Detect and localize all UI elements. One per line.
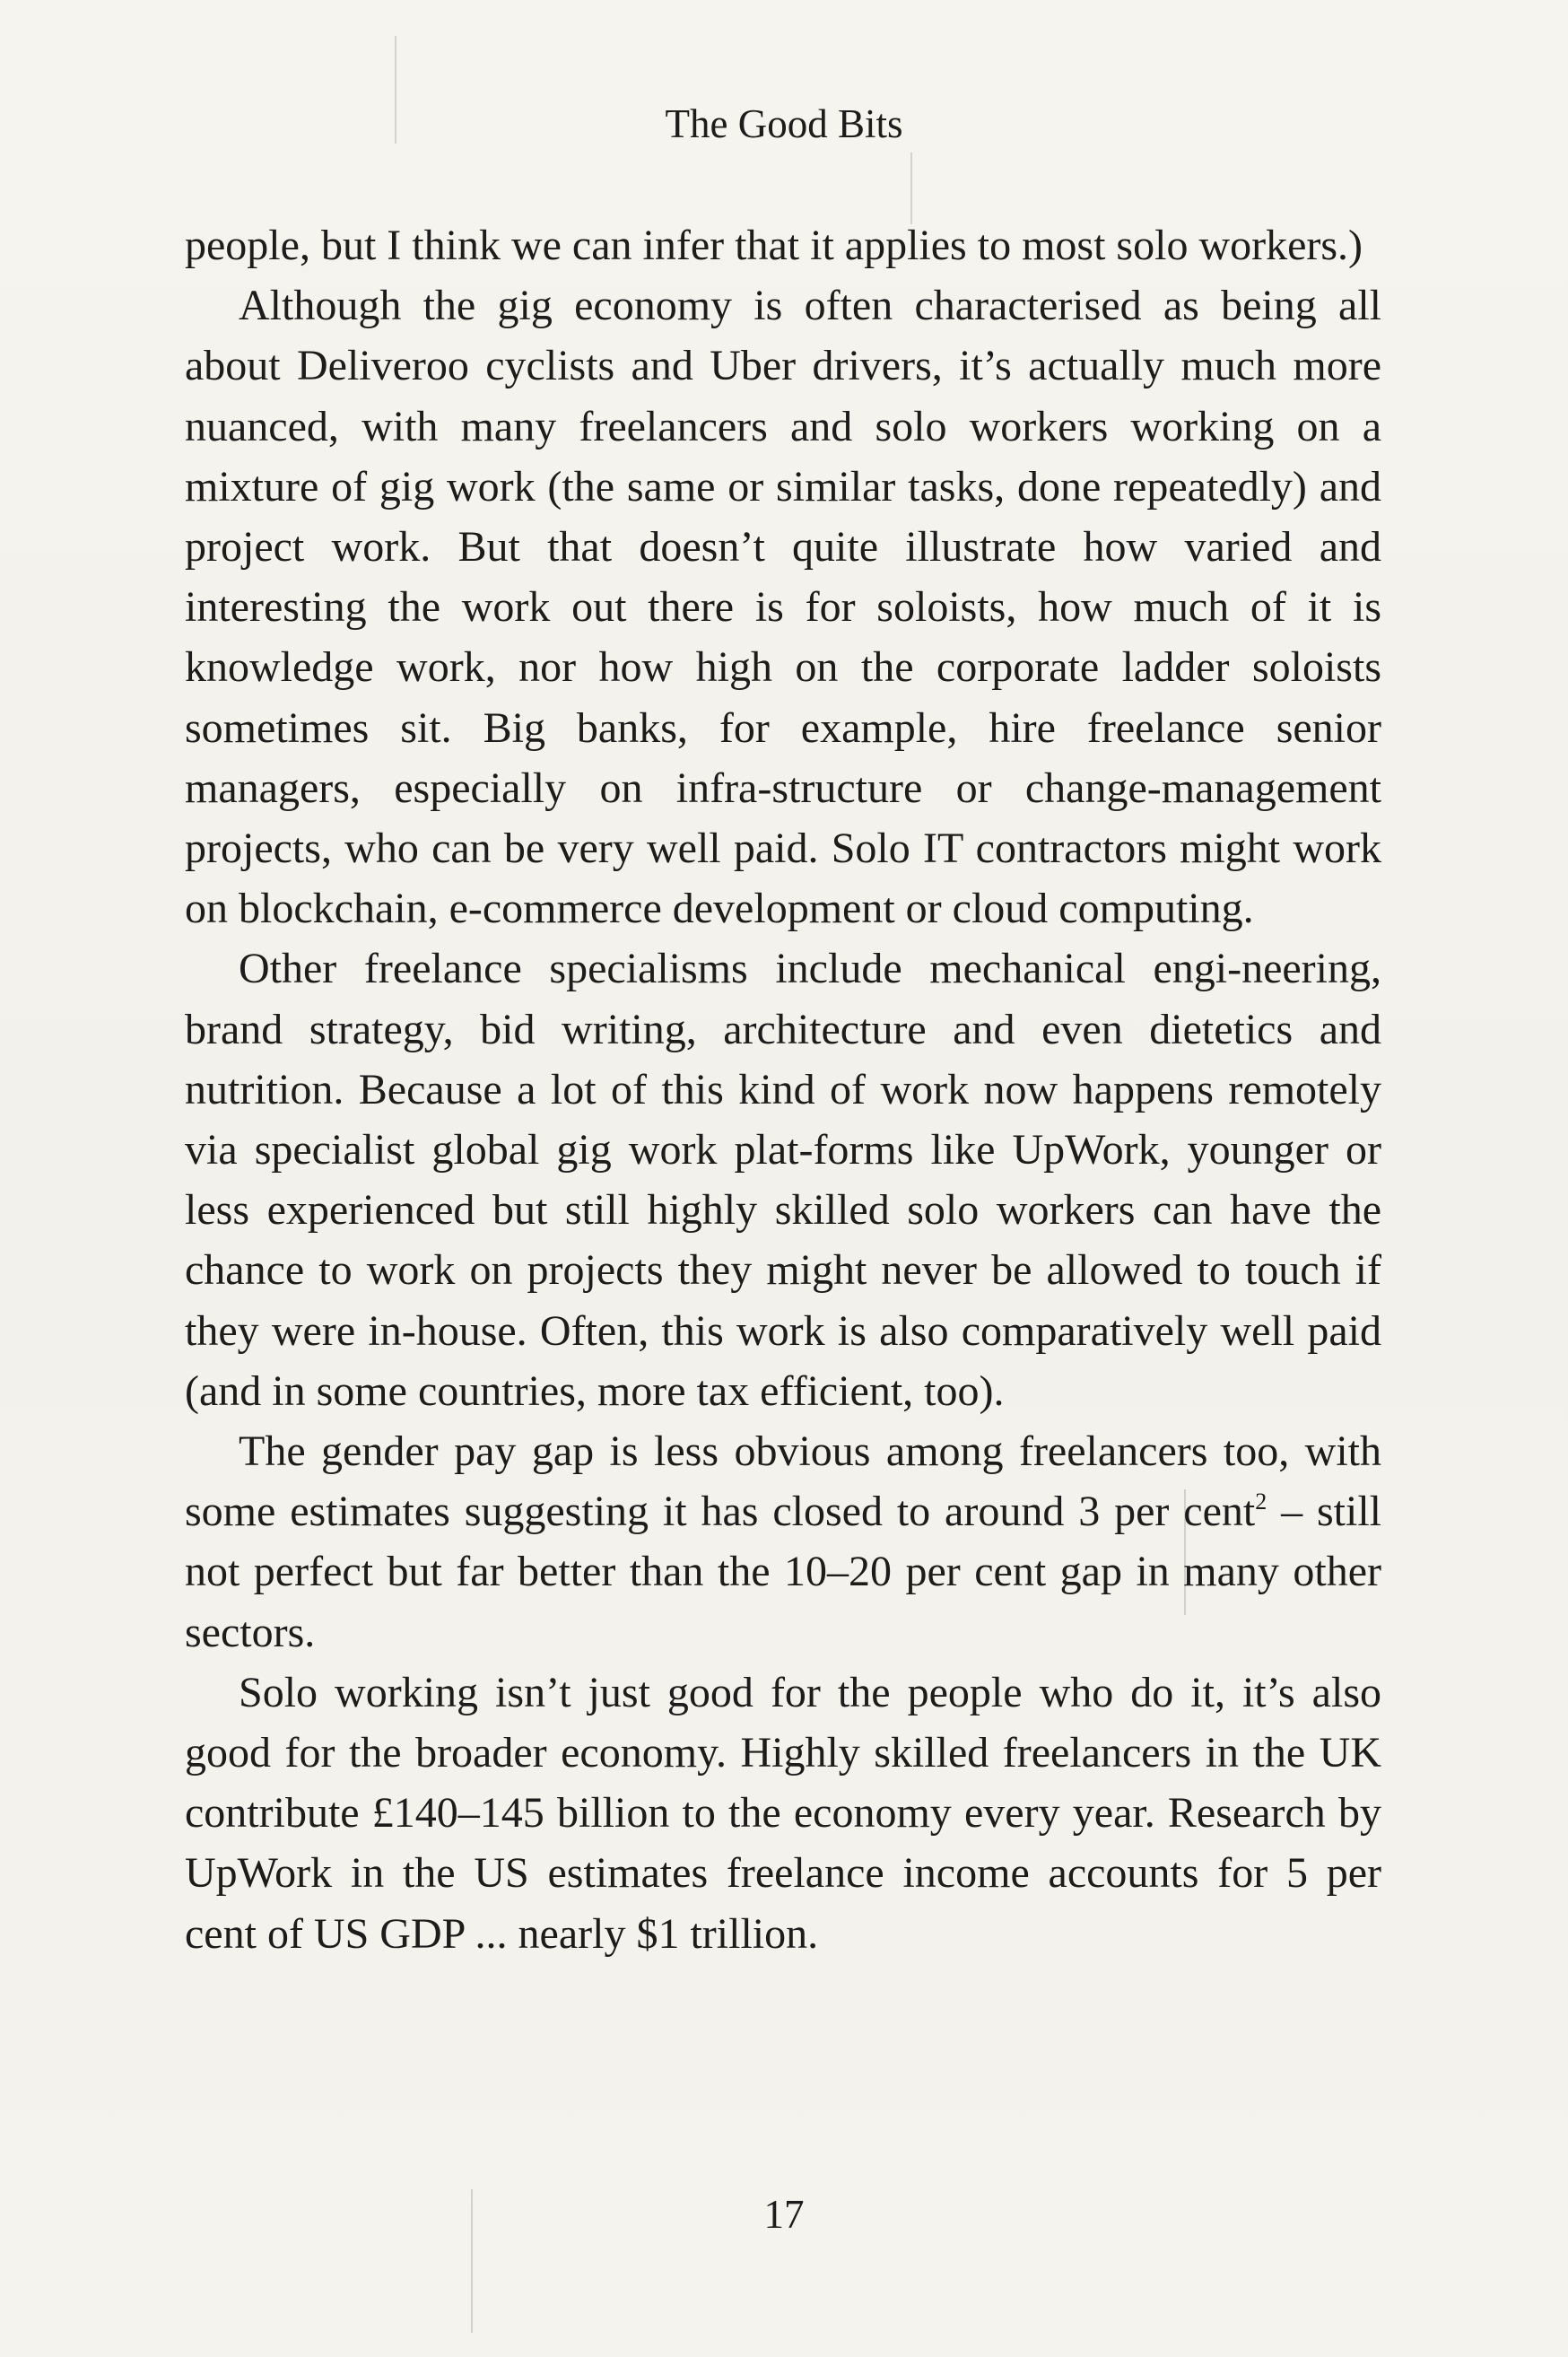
paragraph-text: The gender pay gap is less obvious among freelancers too, with some estimates suggesting it has closed to around 3 per cent xyxy=(185,1427,1381,1536)
paragraph: Other freelance specialisms include mechanical engi-neering, brand strategy, bid writing, architecture and even dietetics and nutrition. Because a lot of this kind of work now happens remotely via specialist global gig work plat-forms like UpWork, younger or less experienced but still highly skilled solo workers can have the chance to work on projects they might never be allowed to touch if they were in-house. Often, this work is also comparatively well paid (and in some countries, more tax efficient, too). xyxy=(185,945,1381,1415)
paragraph: Solo working isn’t just good for the people who do it, it’s also good for the broader economy. Highly skilled freelancers in the UK contribute £140–145 billion to the economy every year. Research by UpWork in the US estimates freelance income accounts for 5 per cent of US GDP ... nearly $1 trillion. xyxy=(185,1668,1381,1958)
paper-show-through-mark xyxy=(910,153,912,224)
body-text xyxy=(185,215,1381,1964)
paragraph-text: – still not perfect but far better than the 10–20 per cent gap in many other sectors. xyxy=(185,1488,1381,1656)
running-head: The Good Bits xyxy=(665,101,903,146)
paragraph xyxy=(185,1421,1381,1663)
page-number: 17 xyxy=(763,2192,805,2237)
footnote-marker: 2 xyxy=(1255,1488,1267,1515)
paragraph: people, but I think we can infer that it applies to most solo workers.) xyxy=(185,222,1363,269)
paragraph: Although the gig economy is often characterised as being all about Deliveroo cyclists and Uber drivers, it’s actually much more nuanced, with many freelancers and solo workers working on a mixture of gig work (the same or similar tasks, done repeatedly) and project work. But that doesn’t quite illustrate how varied and interesting the work out there is for soloists, how much of it is knowledge work, nor how high on the corporate ladder soloists sometimes sit. Big banks, for example, hire freelance senior managers, especially on infra-structure or change-management projects, who can be very well paid. Solo IT contractors might work on blockchain, e-commerce development or cloud computing. xyxy=(185,282,1381,933)
